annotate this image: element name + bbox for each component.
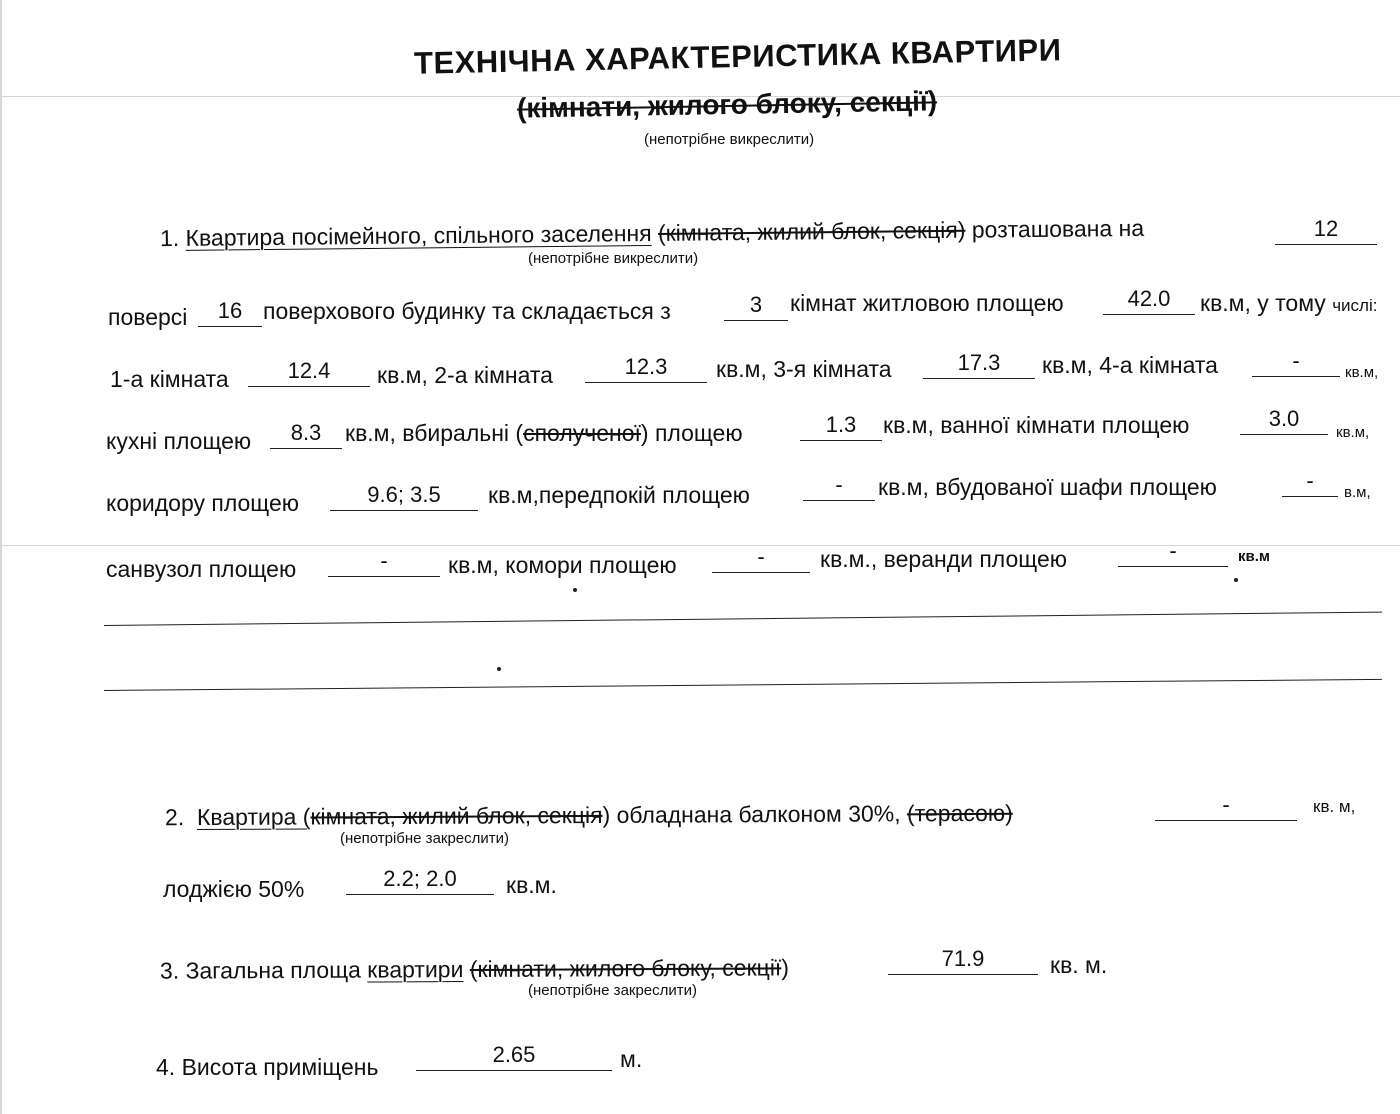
bathroom-label: санвузол площею [106,556,297,582]
line2-tail-text: кв.м, у тому [1200,290,1326,316]
section2-lead: Квартира ( [196,803,311,831]
section4-line [156,1054,378,1080]
height-unit: м. [620,1046,643,1072]
section2-struck-terrace: (терасою) [906,799,1013,827]
loggia-unit: кв.м. [506,872,557,898]
closet-unit: в.м, [1344,484,1371,501]
section1-number: 1. [159,224,180,252]
room3-value: 17.3 [923,352,1035,379]
toilet-label [345,420,743,446]
kitchen-label: кухні площею [106,428,252,454]
section1-after: розташована на [971,214,1145,243]
line2-tail [1200,290,1377,319]
corridor-value: 9.6; 3.5 [330,484,478,511]
section1-lead: Квартира посімейного, спільного заселення [185,220,652,251]
storage-label: кв.м, комори площею [448,552,677,578]
building-floors-value: 16 [198,300,262,327]
subtitle-struck: (кімнати, жилого блоку, секції) [516,85,938,124]
room2-label: кв.м, 2-а кімната [377,362,553,388]
living-area-value: 42.0 [1103,288,1195,315]
corridor-label: коридору площею [106,490,300,516]
room1-value: 12.4 [248,360,370,387]
bathroom-value: - [328,550,440,577]
section4-label: Висота приміщень [181,1054,379,1080]
blank-line-1 [104,612,1382,626]
section2-struck: кімната, жилий блок, секція [310,801,603,830]
section2-number: 2. [164,804,185,831]
section3-underlined: квартири [367,956,464,983]
scan-speck [1234,578,1238,582]
section3-note: (непотрібне закреслити) [528,982,698,999]
section3-close: ) [781,954,790,981]
section3-lead: Загальна площа [185,956,361,984]
blank-line-2 [104,679,1382,691]
scan-edge-left [0,0,2,1114]
loggia-label: лоджією 50% [163,876,305,902]
kitchen-value: 8.3 [270,422,342,449]
closet-value: - [1282,470,1338,497]
section4-number: 4. [156,1054,176,1080]
floor-label: поверсі [108,304,188,330]
rooms-count-value: 3 [724,294,788,321]
scan-speck [497,667,501,671]
total-area-value: 71.9 [888,948,1038,975]
veranda-label: кв.м., веранди площею [820,546,1067,572]
document-title: ТЕХНІЧНА ХАРАКТЕРИСТИКА КВАРТИРИ [413,32,1062,81]
section3-number: 3. [159,957,180,984]
toilet-after: ) площею [640,420,743,446]
storage-value: - [712,546,810,573]
hall-label: кв.м,передпокій площею [488,482,750,508]
room3-label: кв.м, 3-я кімната [716,356,892,382]
line2-tail-small: числі: [1332,296,1378,315]
height-value: 2.65 [416,1044,612,1071]
room1-label: 1-а кімната [110,366,229,392]
hall-value: - [803,474,875,501]
living-area-label: кімнат житловою площею [790,290,1064,316]
section2-line1 [165,800,1013,830]
floor-value: 12 [1275,218,1377,245]
room4-value: - [1252,350,1340,377]
section3-struck: (кімнати, жилого блоку, секції [469,954,782,983]
loggia-value: 2.2; 2.0 [346,868,494,895]
scan-speck [573,588,577,592]
bath-label: кв.м, ванної кімнати площею [883,412,1190,438]
balcony-unit: кв. м, [1313,797,1356,816]
toilet-value: 1.3 [800,414,882,441]
closet-label: кв.м, вбудованої шафи площею [878,474,1217,500]
bath-value: 3.0 [1240,408,1328,435]
toilet-label-text: кв.м, вбиральні ( [345,420,524,446]
section1-note: (непотрібне викреслити) [528,250,699,267]
veranda-unit: кв.м [1238,548,1270,565]
document-subtitle [516,85,938,124]
balcony-value: - [1155,794,1297,821]
building-label: поверхового будинку та складається з [263,298,671,324]
veranda-value: - [1118,540,1228,567]
room2-value: 12.3 [585,356,707,383]
bath-unit: кв.м, [1336,424,1370,441]
section2-note: (непотрібне закреслити) [340,830,510,847]
section1-struck: (кімната, жилий блок, секція) [657,216,966,246]
room4-label: кв.м, 4-а кімната [1042,352,1218,378]
toilet-struck: сполученої [523,420,641,446]
total-area-unit: кв. м. [1050,952,1108,978]
subtitle-note: (непотрібне викреслити) [644,131,815,148]
room4-unit: кв.м, [1345,364,1379,381]
section2-after: ) обладнана балконом 30%, [602,800,901,828]
